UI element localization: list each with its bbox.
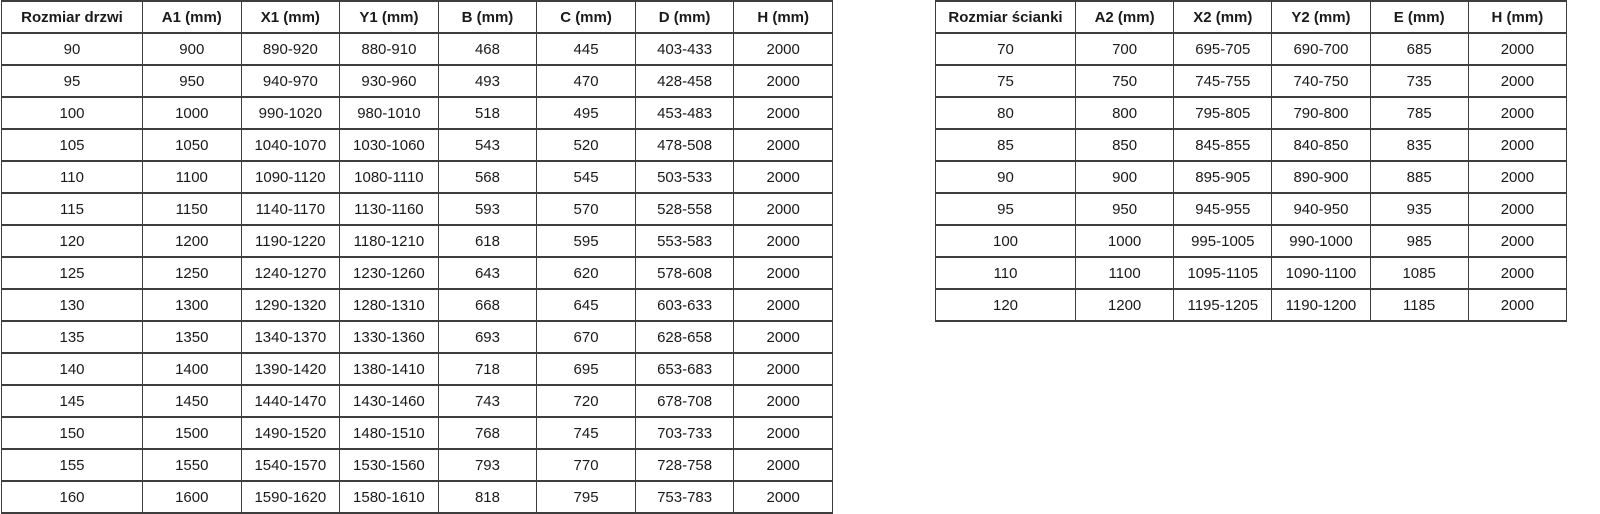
table-cell: 718 [438,353,537,385]
table-cell: 2000 [734,193,833,225]
table-cell: 1490-1520 [241,417,340,449]
column-header: Rozmiar drzwi [2,1,143,33]
table-cell: 2000 [1468,97,1566,129]
column-header: E (mm) [1370,1,1468,33]
table-cell: 980-1010 [340,97,439,129]
table-cell: 115 [2,193,143,225]
table-cell: 620 [537,257,636,289]
table-cell: 740-750 [1272,65,1370,97]
table-cell: 793 [438,449,537,481]
table-cell: 618 [438,225,537,257]
table-cell: 678-708 [635,385,734,417]
table-cell: 95 [936,193,1076,225]
column-header: D (mm) [635,1,734,33]
table-cell: 1085 [1370,257,1468,289]
table-cell: 795-805 [1174,97,1272,129]
table-cell: 2000 [734,385,833,417]
table-cell: 578-608 [635,257,734,289]
table-cell: 1080-1110 [340,161,439,193]
table-cell: 940-950 [1272,193,1370,225]
column-header: C (mm) [537,1,636,33]
table-cell: 595 [537,225,636,257]
table-cell: 2000 [734,481,833,513]
table-cell: 735 [1370,65,1468,97]
table-cell: 930-960 [340,65,439,97]
column-header: B (mm) [438,1,537,33]
table-cell: 1140-1170 [241,193,340,225]
table-cell: 1095-1105 [1174,257,1272,289]
table-row [2,97,833,129]
door-sizes-table [1,0,833,514]
table-cell: 2000 [734,65,833,97]
table-cell: 528-558 [635,193,734,225]
column-header: Rozmiar ścianki [936,1,1076,33]
table-cell: 950 [1076,193,1174,225]
table-cell: 495 [537,97,636,129]
table-row [2,225,833,257]
table-cell: 885 [1370,161,1468,193]
table-cell: 668 [438,289,537,321]
table-row [2,129,833,161]
table-cell: 100 [936,225,1076,257]
table-cell: 835 [1370,129,1468,161]
table-row [2,193,833,225]
table-cell: 890-920 [241,33,340,65]
table-row [2,353,833,385]
table-cell: 2000 [1468,33,1566,65]
table-cell: 818 [438,481,537,513]
table-row [2,417,833,449]
table-cell: 670 [537,321,636,353]
table-cell: 1050 [143,129,242,161]
table-cell: 693 [438,321,537,353]
table-row [2,385,833,417]
table-cell: 1100 [1076,257,1174,289]
table-cell: 85 [936,129,1076,161]
table-cell: 653-683 [635,353,734,385]
table-cell: 1090-1120 [241,161,340,193]
table-cell: 1130-1160 [340,193,439,225]
table-cell: 768 [438,417,537,449]
table-row [2,289,833,321]
table-cell: 2000 [734,129,833,161]
table-cell: 503-533 [635,161,734,193]
table-row [936,257,1567,289]
table-row [936,97,1567,129]
table-cell: 2000 [734,289,833,321]
table-cell: 850 [1076,129,1174,161]
table-cell: 135 [2,321,143,353]
table-cell: 1430-1460 [340,385,439,417]
table-cell: 745 [537,417,636,449]
table-cell: 2000 [1468,161,1566,193]
table-cell: 2000 [734,257,833,289]
table-cell: 150 [2,417,143,449]
table-cell: 690-700 [1272,33,1370,65]
table-cell: 845-855 [1174,129,1272,161]
table-row [2,33,833,65]
table-cell: 1380-1410 [340,353,439,385]
table-cell: 120 [936,289,1076,321]
table-cell: 985 [1370,225,1468,257]
table-cell: 1030-1060 [340,129,439,161]
table-cell: 2000 [1468,289,1566,321]
table-cell: 2000 [734,449,833,481]
table-row [936,193,1567,225]
table-cell: 900 [1076,161,1174,193]
table-cell: 890-900 [1272,161,1370,193]
table-cell: 120 [2,225,143,257]
column-header: X2 (mm) [1174,1,1272,33]
table-cell: 593 [438,193,537,225]
table-cell: 1480-1510 [340,417,439,449]
table-cell: 468 [438,33,537,65]
table-row [2,481,833,513]
table-cell: 785 [1370,97,1468,129]
table-cell: 470 [537,65,636,97]
table-cell: 1100 [143,161,242,193]
table-cell: 1180-1210 [340,225,439,257]
table-cell: 800 [1076,97,1174,129]
table-cell: 545 [537,161,636,193]
table-cell: 603-633 [635,289,734,321]
table-cell: 1280-1310 [340,289,439,321]
header-row [936,1,1567,33]
table-cell: 1580-1610 [340,481,439,513]
table-row [2,257,833,289]
table-cell: 1190-1220 [241,225,340,257]
table-cell: 1300 [143,289,242,321]
table-cell: 520 [537,129,636,161]
table-cell: 695-705 [1174,33,1272,65]
table-cell: 1350 [143,321,242,353]
table-cell: 2000 [734,33,833,65]
table-row [936,161,1567,193]
table-row [936,289,1567,321]
table-cell: 745-755 [1174,65,1272,97]
table-cell: 1240-1270 [241,257,340,289]
table-cell: 90 [2,33,143,65]
table-row [936,225,1567,257]
table-cell: 493 [438,65,537,97]
column-header: Y2 (mm) [1272,1,1370,33]
table-cell: 1250 [143,257,242,289]
table-cell: 880-910 [340,33,439,65]
table-cell: 1500 [143,417,242,449]
table-cell: 1185 [1370,289,1468,321]
table-cell: 75 [936,65,1076,97]
table-cell: 1530-1560 [340,449,439,481]
table-cell: 1390-1420 [241,353,340,385]
table-cell: 2000 [734,97,833,129]
table-cell: 95 [2,65,143,97]
table-row [2,449,833,481]
table-cell: 478-508 [635,129,734,161]
table-cell: 1190-1200 [1272,289,1370,321]
table-cell: 1195-1205 [1174,289,1272,321]
table-cell: 1200 [143,225,242,257]
table-cell: 728-758 [635,449,734,481]
table-cell: 750 [1076,65,1174,97]
table-cell: 1550 [143,449,242,481]
table-cell: 90 [936,161,1076,193]
table-cell: 100 [2,97,143,129]
table-cell: 895-905 [1174,161,1272,193]
table-cell: 553-583 [635,225,734,257]
table-cell: 428-458 [635,65,734,97]
column-header: A2 (mm) [1076,1,1174,33]
table-cell: 703-733 [635,417,734,449]
table-cell: 990-1020 [241,97,340,129]
table-cell: 125 [2,257,143,289]
table-cell: 2000 [734,161,833,193]
table-cell: 795 [537,481,636,513]
table-cell: 145 [2,385,143,417]
table-cell: 2000 [734,225,833,257]
table-cell: 935 [1370,193,1468,225]
table-cell: 2000 [1468,257,1566,289]
table-cell: 1330-1360 [340,321,439,353]
table-cell: 80 [936,97,1076,129]
table-cell: 1590-1620 [241,481,340,513]
column-header: X1 (mm) [241,1,340,33]
table-cell: 2000 [734,321,833,353]
table-cell: 753-783 [635,481,734,513]
column-header: H (mm) [1468,1,1566,33]
table-cell: 1400 [143,353,242,385]
table-cell: 720 [537,385,636,417]
table-cell: 2000 [734,353,833,385]
wall-sizes-table [935,0,1567,322]
table-cell: 685 [1370,33,1468,65]
table-cell: 900 [143,33,242,65]
table-cell: 790-800 [1272,97,1370,129]
table-cell: 1540-1570 [241,449,340,481]
table-cell: 110 [2,161,143,193]
column-header: A1 (mm) [143,1,242,33]
table-cell: 1090-1100 [1272,257,1370,289]
table-cell: 445 [537,33,636,65]
table-cell: 518 [438,97,537,129]
table-row [936,129,1567,161]
table-cell: 645 [537,289,636,321]
table-row [2,321,833,353]
table-cell: 2000 [1468,129,1566,161]
header-row [2,1,833,33]
table-row [2,65,833,97]
table-cell: 940-970 [241,65,340,97]
column-header: Y1 (mm) [340,1,439,33]
table-row [2,161,833,193]
table-cell: 2000 [1468,65,1566,97]
table-cell: 1040-1070 [241,129,340,161]
table-cell: 2000 [734,417,833,449]
table-cell: 160 [2,481,143,513]
table-cell: 1290-1320 [241,289,340,321]
table-cell: 1000 [1076,225,1174,257]
table-cell: 628-658 [635,321,734,353]
table-cell: 570 [537,193,636,225]
table-cell: 568 [438,161,537,193]
table-cell: 770 [537,449,636,481]
table-cell: 990-1000 [1272,225,1370,257]
table-cell: 453-483 [635,97,734,129]
table-cell: 110 [936,257,1076,289]
table-cell: 543 [438,129,537,161]
table-cell: 950 [143,65,242,97]
table-cell: 840-850 [1272,129,1370,161]
table-cell: 1440-1470 [241,385,340,417]
table-row [936,65,1567,97]
table-cell: 1340-1370 [241,321,340,353]
table-cell: 130 [2,289,143,321]
table-cell: 1150 [143,193,242,225]
table-cell: 2000 [1468,225,1566,257]
table-cell: 995-1005 [1174,225,1272,257]
table-cell: 695 [537,353,636,385]
table-cell: 70 [936,33,1076,65]
table-cell: 643 [438,257,537,289]
table-cell: 945-955 [1174,193,1272,225]
table-cell: 2000 [1468,193,1566,225]
table-cell: 1600 [143,481,242,513]
table-cell: 1230-1260 [340,257,439,289]
table-cell: 1200 [1076,289,1174,321]
table-cell: 403-433 [635,33,734,65]
table-cell: 700 [1076,33,1174,65]
table-cell: 105 [2,129,143,161]
table-cell: 743 [438,385,537,417]
table-cell: 140 [2,353,143,385]
table-cell: 1000 [143,97,242,129]
table-cell: 1450 [143,385,242,417]
column-header: H (mm) [734,1,833,33]
table-row [936,33,1567,65]
table-cell: 155 [2,449,143,481]
